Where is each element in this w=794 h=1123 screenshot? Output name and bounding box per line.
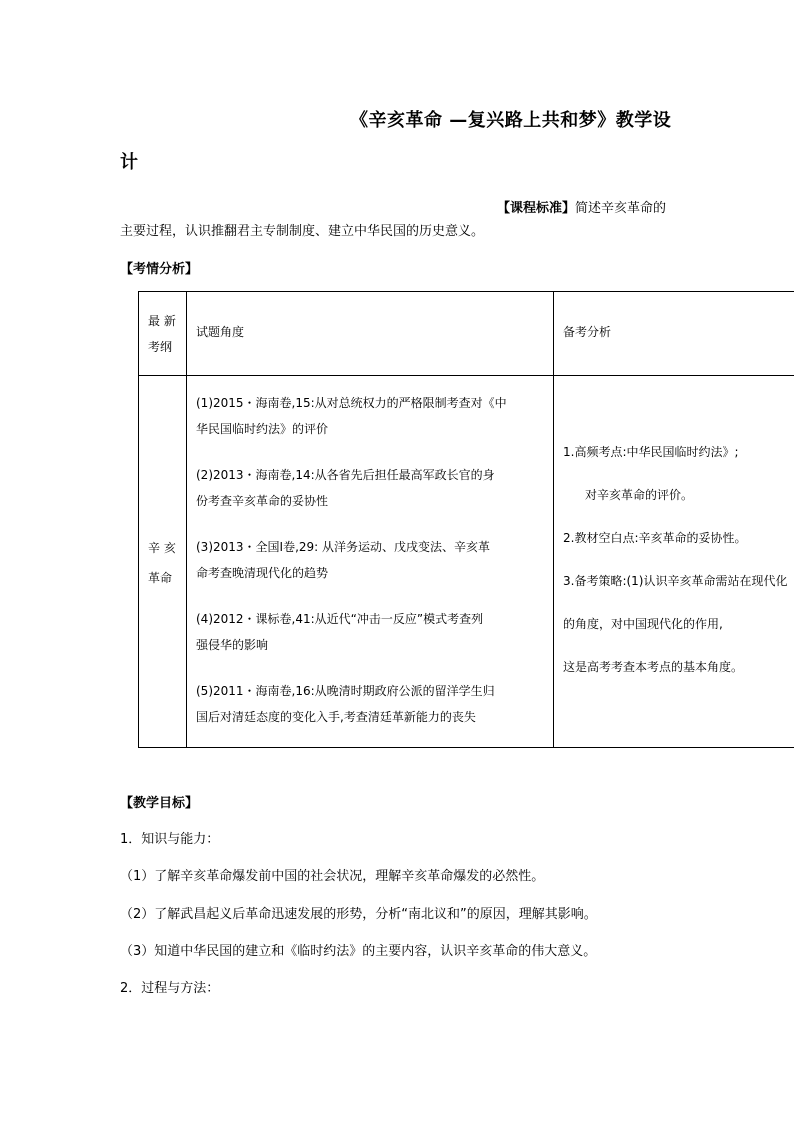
angle-item [196,462,507,534]
angle-item [196,534,507,606]
doc-title-line2: 计 [120,152,139,173]
header-col1 [148,308,176,360]
analysis-line: 2.教材空白点:辛亥革命的妥协性。 [563,531,747,545]
topic-line1: 辛 亥 [148,541,176,555]
doc-title-line1: 《辛亥革命 —复兴路上共和梦》教学设 [350,110,672,131]
objectives-heading: 【教学目标】 [120,796,199,811]
angle-item [196,678,507,750]
angle-line: (1)2015・海南卷,15:从对总统权力的严格限制考查对《中 [196,396,507,410]
curriculum-text-2: 主要过程，认识推翻君主专制制度、建立中华民国的历史意义。 [120,224,485,239]
angle-item [196,606,507,678]
curriculum-tag: 【课程标准】 [497,201,576,216]
objective-item: （3）知道中华民国的建立和《临时约法》的主要内容，认识辛亥革命的伟大意义。 [120,944,597,959]
analysis-line: 这是高考考查本考点的基本角度。 [563,660,744,674]
table-border-left [138,291,139,748]
analysis-line: 1.高频考点:中华民国临时约法》; [563,445,739,459]
angle-line: 强侵华的影响 [196,638,269,652]
angle-line: 份考查辛亥革命的妥协性 [196,494,329,508]
header-col2: 试题角度 [196,325,245,339]
angle-line: (5)2011・海南卷,16:从晚清时期政府公派的留洋学生归 [196,684,495,698]
table-border-top [138,291,794,292]
objectives-section-2: 2．过程与方法： [120,981,220,996]
angle-line: 命考查晚清现代化的趋势 [196,566,329,580]
header-col1-line2: 考纲 [148,340,173,354]
header-col3: 备考分析 [563,325,612,339]
table-header-divider [138,375,794,376]
analysis-line: 3.备考策略:(1)认识辛亥革命需站在现代化 [563,574,788,588]
analysis-line: 对辛亥革命的评价。 [585,488,694,502]
angles-cell [196,390,507,750]
table-col-divider-2 [553,291,554,748]
objective-item: （1）了解辛亥革命爆发前中国的社会状况，理解辛亥革命爆发的必然性。 [120,869,545,884]
objectives-section-1: 1．知识与能力： [120,832,220,847]
angle-line: 华民国临时约法》的评价 [196,422,329,436]
curriculum-standard [497,197,666,216]
objective-item: （2）了解武昌起义后革命迅速发展的形势，分析“南北议和”的原因，理解其影响。 [120,907,597,922]
analysis-cell [563,443,793,701]
angle-line: (3)2013・全国Ⅰ卷,29: 从洋务运动、戊戌变法、辛亥革 [196,540,491,554]
analysis-line: 的角度，对中国现代化的作用, [563,617,723,631]
topic-cell [148,533,176,593]
topic-line2: 革命 [148,571,173,585]
header-col1-line1: 最 新 [148,314,176,328]
exam-analysis-heading: 【考情分析】 [120,262,199,277]
angle-line: 国后对清廷态度的变化入手,考查清廷革新能力的丧失 [196,710,476,724]
table-col-divider-1 [186,291,187,748]
angle-item [196,390,507,462]
angle-line: (4)2012・课标卷,41:从近代“冲击一反应”模式考查列 [196,612,484,626]
angle-line: (2)2013・海南卷,14:从各省先后担任最高军政长官的身 [196,468,495,482]
curriculum-text-1: 简述辛亥革命的 [575,201,667,216]
exam-analysis-table [138,291,794,748]
